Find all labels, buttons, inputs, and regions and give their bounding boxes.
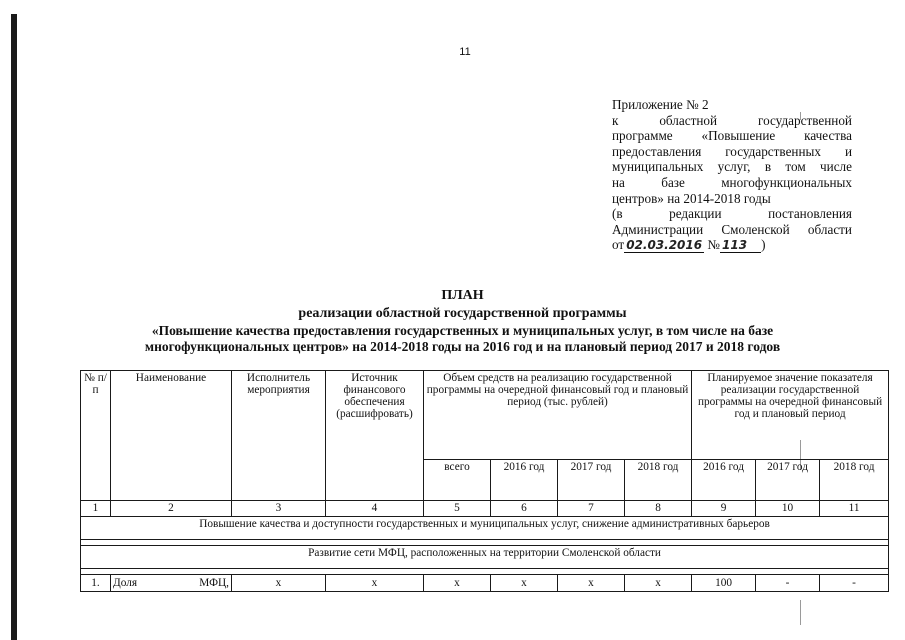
- appendix-line: центров» на 2014-2018 годы: [612, 190, 771, 206]
- section-title: Повышение качества и доступности государственных и муниципальных услуг, снижение административных барьеров: [81, 517, 889, 540]
- subheader-year: 2017 год: [756, 460, 820, 501]
- handwritten-date: 02.03.2016: [626, 238, 703, 253]
- subheader-total: всего: [424, 460, 491, 501]
- header-source: Источник финансового обеспечения (расшифровать): [326, 371, 424, 501]
- row-name: [111, 575, 232, 592]
- subheader-year: 2018 год: [820, 460, 889, 501]
- appendix-line: муниципальных услуг, в том числе: [612, 159, 852, 175]
- row-executor: х: [232, 575, 326, 592]
- row-name-word: Доля: [113, 577, 138, 589]
- row-value-2018: х: [625, 575, 692, 592]
- date-prefix: от: [612, 237, 625, 253]
- appendix-line: к областной государственной: [612, 112, 852, 128]
- row-total: х: [424, 575, 491, 592]
- plan-heading: ПЛАН: [441, 288, 484, 303]
- subheader-year: 2016 год: [491, 460, 558, 501]
- plan-subtitle: многофункциональных центров» на 2014-2018 годы на 2016 год и на плановый период 2017 и 2018 годов: [144, 339, 781, 354]
- row-value-2016: х: [491, 575, 558, 592]
- column-number: 3: [232, 501, 326, 517]
- section-row: [81, 546, 889, 569]
- appendix-line: программе «Повышение качества: [612, 128, 852, 144]
- row-source: х: [326, 575, 424, 592]
- row-name-word: МФЦ,: [199, 577, 229, 589]
- section-row: [81, 517, 889, 540]
- column-number: 4: [326, 501, 424, 517]
- appendix-line: на базе многофункциональных: [612, 174, 852, 190]
- row-indicator-2017: -: [756, 575, 820, 592]
- plan-table: [80, 370, 889, 592]
- plan-title: [60, 287, 865, 355]
- row-indicator-2016: 100: [692, 575, 756, 592]
- header-name: Наименование: [111, 371, 232, 501]
- subheader-year: 2016 год: [692, 460, 756, 501]
- appendix-line: (в редакции постановления: [612, 206, 852, 222]
- header-funding: Объем средств на реализацию государственной программы на очередной финансовый год и плановый период (тыс. рублей): [424, 371, 692, 460]
- plan-subtitle: реализации областной государственной программы: [298, 306, 627, 321]
- column-number: 9: [692, 501, 756, 517]
- table-row: [81, 575, 889, 592]
- header-num: № п/п: [81, 371, 111, 501]
- subheader-year: 2017 год: [558, 460, 625, 501]
- plan-subtitle: «Повышение качества предоставления государственных и муниципальных услуг, в том числе на базе: [151, 323, 774, 338]
- appendix-line: Приложение № 2: [612, 97, 709, 112]
- header-indicator: Планируемое значение показателя реализации государственной программы на очередной финансовый год и плановый период: [692, 371, 889, 460]
- number-sign: №: [707, 237, 720, 253]
- appendix-date-line: [612, 237, 852, 254]
- row-num: 1.: [81, 575, 111, 592]
- appendix-block: [612, 97, 852, 254]
- column-number: 5: [424, 501, 491, 517]
- scan-mark: [800, 600, 801, 625]
- page-number: 11: [459, 46, 471, 58]
- row-indicator-2018: -: [820, 575, 889, 592]
- header-executor: Исполнитель мероприятия: [232, 371, 326, 501]
- column-number: 1: [81, 501, 111, 517]
- column-number-row: [81, 501, 889, 517]
- appendix-line: Администрации Смоленской области: [612, 221, 852, 237]
- row-value-2017: х: [558, 575, 625, 592]
- column-number: 2: [111, 501, 232, 517]
- section-title: Развитие сети МФЦ, расположенных на территории Смоленской области: [81, 546, 889, 569]
- handwritten-number: 113: [720, 238, 761, 253]
- column-number: 6: [491, 501, 558, 517]
- closing-paren: ): [761, 237, 766, 253]
- column-number: 11: [820, 501, 889, 517]
- column-number: 7: [558, 501, 625, 517]
- column-number: 8: [625, 501, 692, 517]
- subheader-year: 2018 год: [625, 460, 692, 501]
- scan-edge-bar: [11, 14, 17, 640]
- column-number: 10: [756, 501, 820, 517]
- header-row: [81, 371, 889, 460]
- appendix-line: предоставления государственных и: [612, 143, 852, 159]
